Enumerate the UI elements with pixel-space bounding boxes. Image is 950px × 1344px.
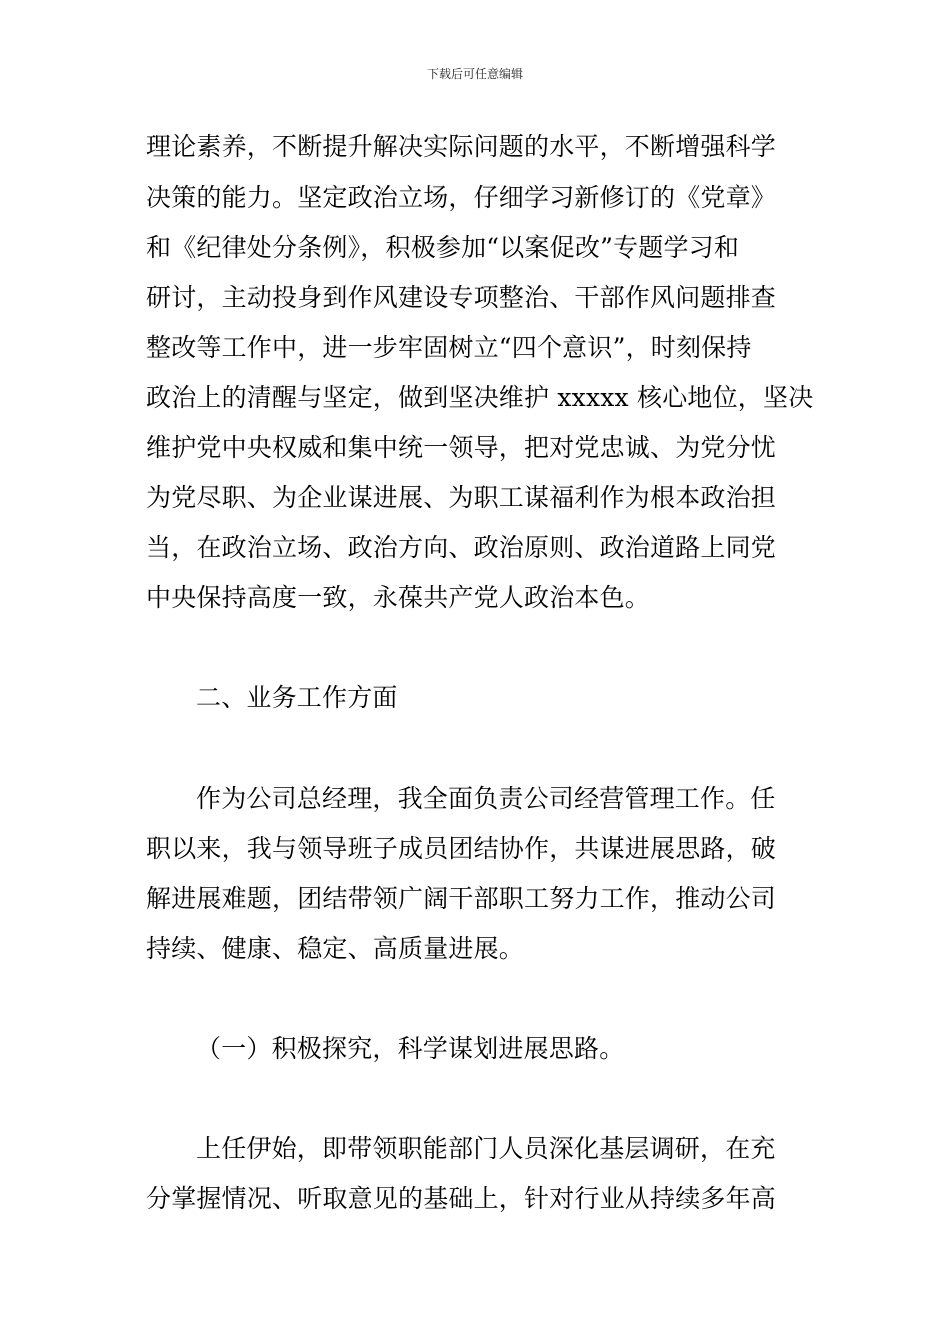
paragraph-line: 上任伊始，即带领职能部门人员深化基层调研，在充 <box>196 1134 776 1163</box>
paragraph-line: 整改等工作中，进一步牢固树立“四个意识”，时刻保持 <box>146 333 752 362</box>
paragraph-line: 职以来，我与领导班子成员团结协作，共谋进展思路，破 <box>146 834 777 863</box>
subsection-heading: （一）积极探究，科学谋划进展思路。 <box>196 1034 625 1063</box>
paragraph-line: 分掌握情况、听取意见的基础上，针对行业从持续多年高 <box>146 1184 777 1213</box>
paragraph-line: 中央保持高度一致，永葆共产党人政治本色。 <box>146 583 651 612</box>
paragraph-line: 持续、健康、稳定、高质量进展。 <box>146 934 525 963</box>
paragraph-line: 理论素养，不断提升解决实际问题的水平，不断增强科学 <box>146 132 777 161</box>
paragraph-line: 政治上的清醒与坚定，做到坚决维护 xxxxx 核心地位，坚决 <box>146 383 814 412</box>
paragraph-line: 决策的能力。坚定政治立场，仔细学习新修订的《党章》 <box>146 183 777 212</box>
paragraph-line: 维护党中央权威和集中统一领导，把对党忠诚、为党分忧 <box>146 433 777 462</box>
paragraph-line: 和《纪律处分条例》，积极参加“以案促改”专题学习和 <box>146 233 740 262</box>
paragraph-line: 研讨，主动投身到作风建设专项整治、干部作风问题排查 <box>146 283 777 312</box>
paragraph-line: 为党尽职、为企业谋进展、为职工谋福利作为根本政治担 <box>146 483 777 512</box>
paragraph-line: 当，在政治立场、政治方向、政治原则、政治道路上同党 <box>146 533 777 562</box>
page-header: 下载后可任意编辑 <box>426 67 523 81</box>
paragraph-line: 作为公司总经理，我全面负责公司经营管理工作。任 <box>196 784 776 813</box>
paragraph-line: 解进展难题，团结带领广阔干部职工努力工作，推动公司 <box>146 884 777 913</box>
section-heading: 二、业务工作方面 <box>196 683 398 712</box>
